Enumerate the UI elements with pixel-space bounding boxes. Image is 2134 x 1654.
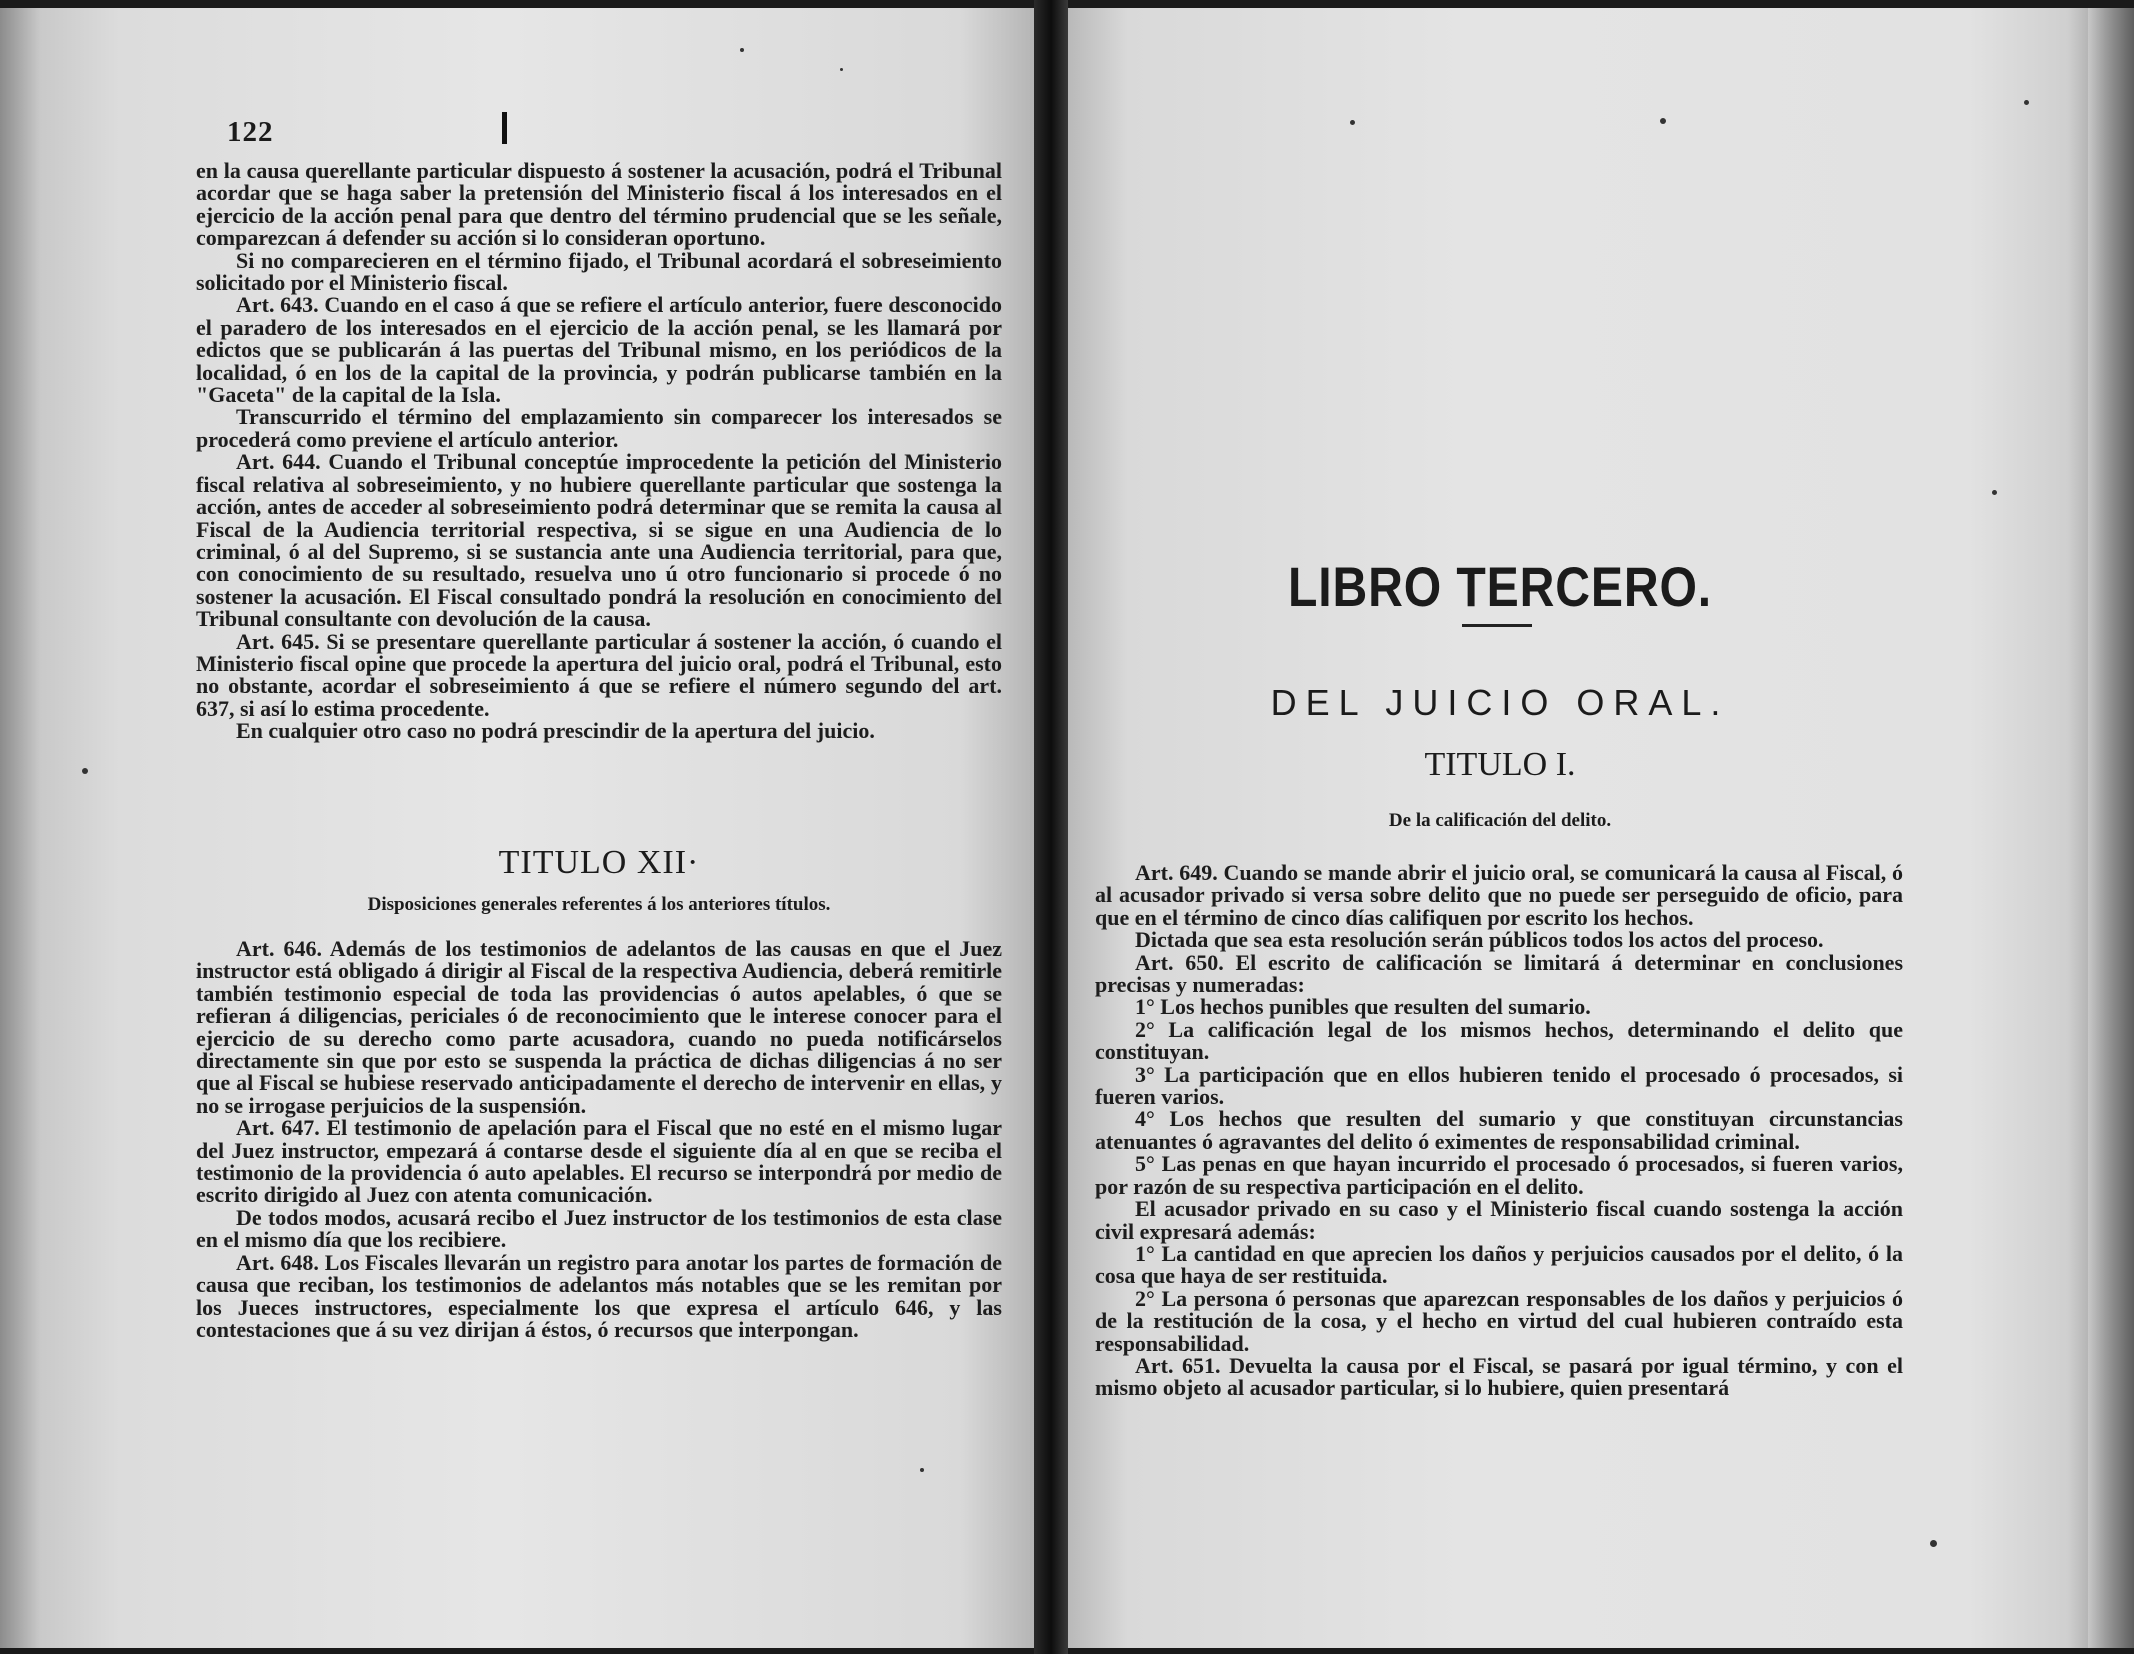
paragraph: Dictada que sea esta resolución serán públicos todos los actos del proceso. (1135, 927, 1824, 953)
page-number: 122 (227, 116, 274, 148)
book-gutter (1034, 0, 1068, 1654)
left-text-bottom (196, 938, 1002, 1341)
paragraph: Art. 644. Cuando el Tribunal conceptúe improcedente la petición del Ministerio fiscal relativa al sobreseimiento, y no hubiere querellante particular que sostenga la acción, antes de acceder al sobreseimiento podrá determinar que se remita la causa al Fiscal de la Audiencia territorial respectiva, si se sigue en una Audiencia de lo criminal, ó al del Supremo, si se sustancia ante una Audiencia territorial, para que, con conocimiento de su resultado, resuelva uno ú otro funcionario si procede ó no sostener la acusación. El Fiscal consultado pondrá la resolución en conocimiento del Tribunal consultante con devolución de la causa. (196, 449, 1002, 632)
paragraph: Art. 650. El escrito de calificación se limitará á determinar en conclusiones precisas y numeradas: (1095, 949, 1903, 998)
paragraph: 1° La cantidad en que aprecien los daños y perjuicios causados por el delito, ó la cosa que haya de ser restituida. (1095, 1240, 1903, 1289)
section-heading: TITULO I. (1424, 746, 1576, 783)
paragraph: De todos modos, acusará recibo el Juez instructor de los testimonios de esta clase en el mismo día que los recibiere. (196, 1204, 1002, 1253)
speck (920, 1468, 924, 1472)
paragraph: en la causa querellante particular dispuesto á sostener la acusación, podrá el Tribunal acordar que se haga saber la pretensión del Ministerio fiscal á los interesados en el ejercicio de la acción penal para que dentro del término prudencial que se les señale, comparezcan á defender su acción si lo consideran oportuno. (196, 158, 1002, 251)
paragraph: El acusador privado en su caso y el Ministerio fiscal cuando sostenga la acción civil expresará además: (1095, 1196, 1903, 1244)
paragraph: 1° Los hechos punibles que resulten del sumario. (1135, 994, 1591, 1020)
speck (840, 68, 843, 71)
paragraph: Art. 651. Devuelta la causa por el Fiscal, se pasará por igual término, y con el mismo objeto al acusador particular, si lo hubiere, quien presentará (1095, 1352, 1903, 1401)
right-text (1095, 862, 1903, 1400)
paragraph: Art. 648. Los Fiscales llevarán un registro para anotar los partes de formación de causa que reciban, los testimonios de adelantos más notables que se les remitan por los Jueces instructores, especialmente los que expresa el artículo 646, y las contestaciones que á su vez dirijan á éstos, ó recursos que interpongan. (196, 1249, 1002, 1342)
left-text-top (196, 160, 1002, 743)
book-title: LIBRO TERCERO. (1287, 555, 1713, 618)
paragraph: Art. 647. El testimonio de apelación para el Fiscal que no esté en el mismo lugar del Juez instructor, empezará á contarse desde el siguiente día al en que se reciba el testimonio de la providencia ó auto apelables. El recurso se interpondrá por medio de escrito dirigido al Juez con atenta comunicación. (196, 1115, 1002, 1208)
paragraph: Si no comparecieren en el término fijado, el Tribunal acordará el sobreseimiento solicitado por el Ministerio fiscal. (196, 247, 1002, 296)
section-subheading: Disposiciones generales referentes á los anteriores títulos. (367, 894, 831, 915)
paragraph: Transcurrido el término del emplazamiento sin comparecer los interesados se procederá como previene el artículo anterior. (196, 404, 1002, 452)
section-subheading: De la calificación del delito. (1388, 810, 1612, 831)
speck (1350, 120, 1355, 125)
speck (1992, 490, 1997, 495)
speck (2024, 100, 2029, 105)
speck (1660, 118, 1666, 124)
speck (740, 48, 744, 52)
paragraph: Art. 649. Cuando se mande abrir el juicio oral, se comunicará la causa al Fiscal, ó al acusador privado si versa sobre delito que no puede ser perseguido de oficio, para que en el término de cinco días califiquen por escrito los hechos. (1095, 860, 1903, 930)
paragraph: 2° La persona ó personas que aparezcan responsables de los daños y perjuicios ó de la restitución de la cosa, y el hecho en virtud del cual hubieren contraído esta responsabilidad. (1095, 1285, 1903, 1356)
paragraph: 5° Las penas en que hayan incurrido el procesado ó procesados, si fueren varios, por razón de su respectiva participación en el delito. (1095, 1151, 1903, 1199)
page-edge (2088, 8, 2134, 1648)
paragraph: 3° La participación que en ellos hubieren tenido el procesado ó procesados, si fueren varios. (1095, 1061, 1903, 1110)
paragraph: Art. 645. Si se presentare querellante particular á sostener la acción, ó cuando el Ministerio fiscal opine que procede la apertura del juicio oral, podrá el Tribunal, esto no obstante, acordar el sobreseimiento á que se refiere el número segundo del art. 637, si así lo estima procedente. (196, 628, 1002, 721)
speck (82, 768, 88, 774)
left-page (0, 8, 1034, 1648)
paragraph: 4° Los hechos que resulten del sumario y que constituyan circunstancias atenuantes ó agravantes del delito ó eximentes de responsabilidad criminal. (1095, 1106, 1903, 1154)
section-title: DEL JUICIO ORAL. (1270, 682, 1730, 723)
paragraph: En cualquier otro caso no podrá prescindir de la apertura del juicio. (236, 718, 875, 744)
section-heading: TITULO XII· (498, 844, 700, 881)
ink-mark (502, 112, 507, 144)
paragraph: 2° La calificación legal de los mismos hechos, determinando el delito que constituyan. (1095, 1016, 1903, 1065)
paragraph: Art. 643. Cuando en el caso á que se refiere el artículo anterior, fuere desconocido el paradero de los interesados en el ejercicio de la acción penal, se les llamará por edictos que se publicarán á las puertas del Tribunal mismo, en los periódicos de la localidad, ó en los de la capital de la provincia, y podrán publicarse también en la "Gaceta" de la capital de la Isla. (196, 292, 1002, 408)
title-rule (1462, 624, 1532, 627)
speck (1930, 1540, 1937, 1547)
paragraph: Art. 646. Además de los testimonios de adelantos de las causas en que el Juez instructor está obligado á dirigir al Fiscal de la respectiva Audiencia, deberá remitirle también testimonio especial de toda las providencias ó autos apelables, ó que se refieran á diligencias, periciales ó de reconocimiento que le interese conocer para el ejercicio de su derecho como parte acusadora, cuando no pueda notificárselos directamente sin que por esto se suspenda la práctica de dichas diligencias á no ser que al Fiscal se hubiese reservado anticipadamente el derecho de intervenir en ellas, y no se irrogase perjuicios de la suspensión. (196, 936, 1002, 1118)
